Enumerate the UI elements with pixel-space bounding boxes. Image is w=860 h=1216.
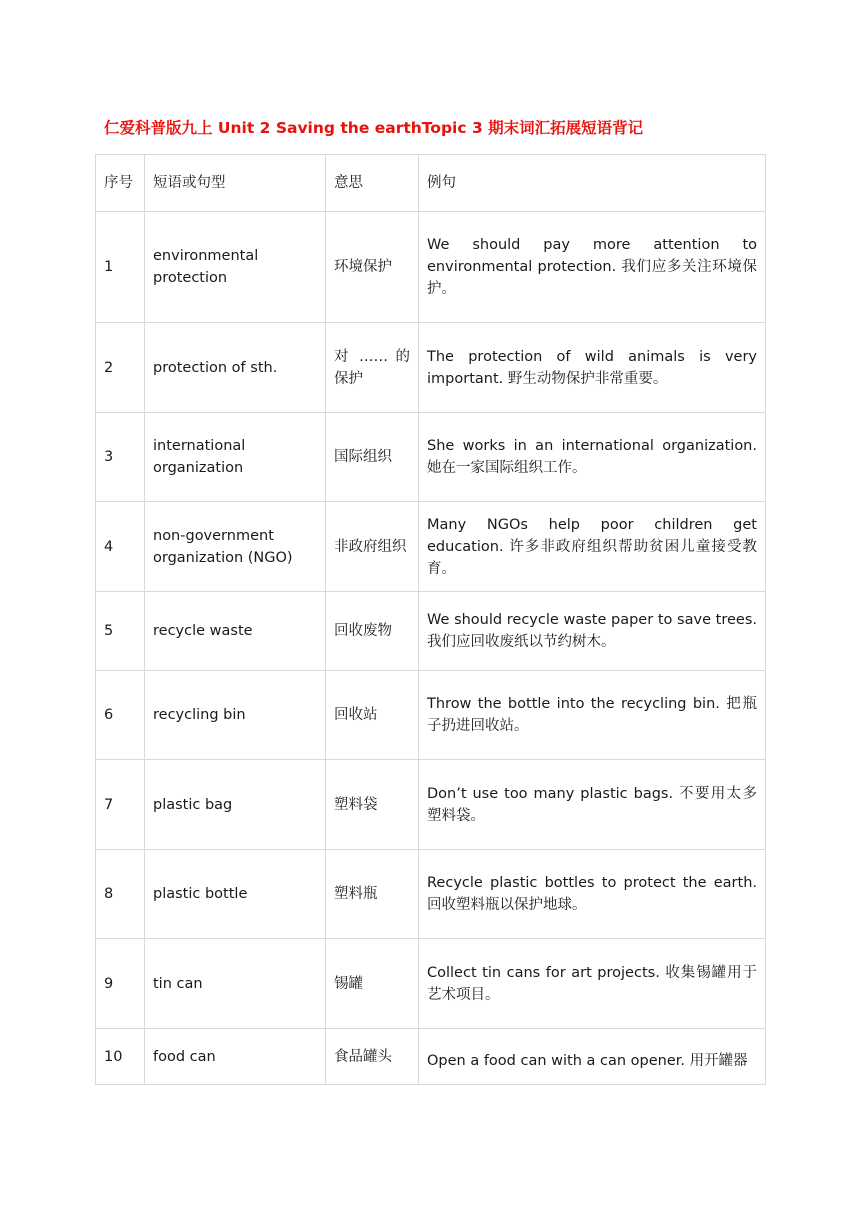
header-phrase: 短语或句型: [145, 155, 326, 212]
row-phrase: recycling bin: [145, 671, 326, 760]
row-example: We should recycle waste paper to save trees. 我们应回收废纸以节约树木。: [419, 592, 766, 671]
table-header-row: [96, 155, 766, 212]
row-number: 4: [96, 502, 145, 592]
row-meaning: 锡罐: [326, 939, 419, 1029]
row-meaning: 环境保护: [326, 212, 419, 323]
row-example: Collect tin cans for art projects. 收集锡罐用于艺术项目。: [419, 939, 766, 1029]
row-example: The protection of wild animals is very important. 野生动物保护非常重要。: [419, 323, 766, 413]
row-number: 9: [96, 939, 145, 1029]
row-phrase: recycle waste: [145, 592, 326, 671]
row-meaning: 塑料袋: [326, 760, 419, 850]
row-meaning: 对 …… 的保护: [326, 323, 419, 413]
header-example: 例句: [419, 155, 766, 212]
row-meaning: 回收站: [326, 671, 419, 760]
table-row: [96, 939, 766, 1029]
header-number: 序号: [96, 155, 145, 212]
row-phrase: food can: [145, 1029, 326, 1085]
row-example: Recycle plastic bottles to protect the earth. 回收塑料瓶以保护地球。: [419, 850, 766, 939]
table-row: [96, 760, 766, 850]
row-phrase: international organization: [145, 413, 326, 502]
table-row: [96, 671, 766, 760]
row-phrase: environmental protection: [145, 212, 326, 323]
table-row: [96, 323, 766, 413]
row-meaning: 食品罐头: [326, 1029, 419, 1085]
table-row: [96, 850, 766, 939]
row-example: Throw the bottle into the recycling bin. 把瓶子扔进回收站。: [419, 671, 766, 760]
row-phrase: protection of sth.: [145, 323, 326, 413]
row-number: 3: [96, 413, 145, 502]
row-phrase: non-government organization (NGO): [145, 502, 326, 592]
row-meaning: 塑料瓶: [326, 850, 419, 939]
table-row: [96, 592, 766, 671]
row-example: Don’t use too many plastic bags. 不要用太多塑料袋。: [419, 760, 766, 850]
row-example: We should pay more attention to environmental protection. 我们应多关注环境保护。: [419, 212, 766, 323]
table-row: [96, 1029, 766, 1085]
row-number: 7: [96, 760, 145, 850]
row-phrase: tin can: [145, 939, 326, 1029]
row-meaning: 非政府组织: [326, 502, 419, 592]
header-meaning: 意思: [326, 155, 419, 212]
row-meaning: 国际组织: [326, 413, 419, 502]
row-example: She works in an international organization. 她在一家国际组织工作。: [419, 413, 766, 502]
table-row: [96, 502, 766, 592]
row-number: 6: [96, 671, 145, 760]
row-number: 5: [96, 592, 145, 671]
row-number: 10: [96, 1029, 145, 1085]
vocabulary-table: [95, 154, 766, 1085]
row-number: 8: [96, 850, 145, 939]
row-phrase: plastic bag: [145, 760, 326, 850]
row-example: Many NGOs help poor children get education. 许多非政府组织帮助贫困儿童接受教育。: [419, 502, 766, 592]
row-example: Open a food can with a can opener. 用开罐器: [419, 1029, 766, 1085]
row-meaning: 回收废物: [326, 592, 419, 671]
document-title: 仁爱科普版九上 Unit 2 Saving the earthTopic 3 期末词汇拓展短语背记: [104, 119, 644, 137]
row-number: 1: [96, 212, 145, 323]
row-number: 2: [96, 323, 145, 413]
table-row: [96, 212, 766, 323]
table-row: [96, 413, 766, 502]
row-phrase: plastic bottle: [145, 850, 326, 939]
